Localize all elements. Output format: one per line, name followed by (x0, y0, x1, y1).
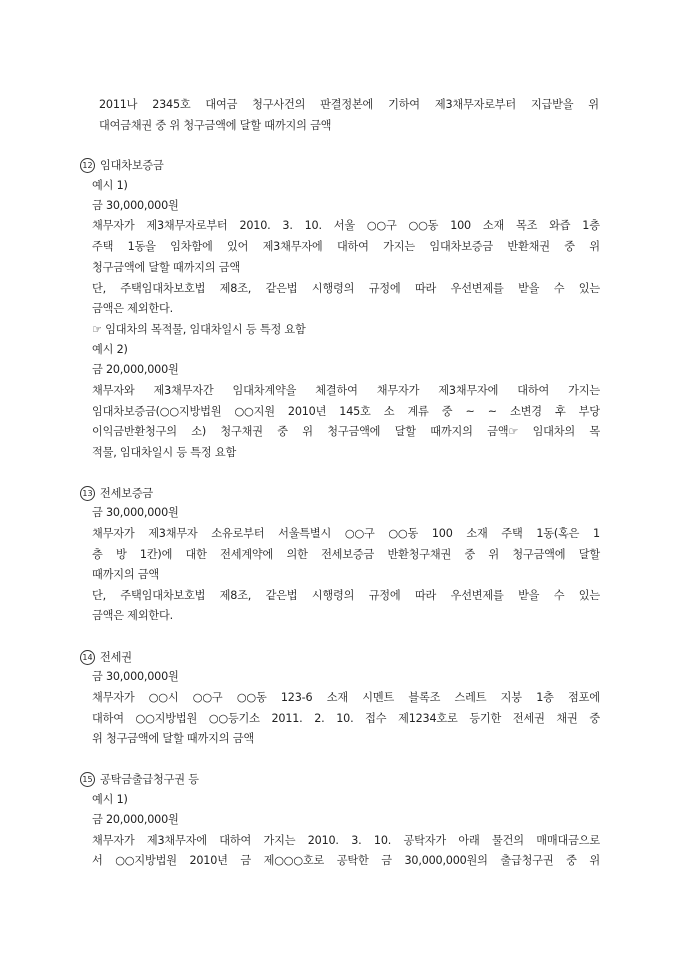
paragraph-line: 이익금반환청구의 소) 청구채권 중 위 청구금액에 달할 때까지의 금액☞ 임대차의 목 (92, 425, 600, 438)
paragraph-line: 대하여 ○○지방법원 ○○등기소 2011. 2. 10. 접수 제1234호로 등기한 전세권 채권 중 (92, 712, 600, 725)
example-label: 예시 2) (92, 343, 128, 356)
amount-line: 금 20,000,000원 (92, 363, 179, 376)
section-number-badge: 12 (80, 158, 95, 173)
paragraph-line: 채무자가 제3채무자에 대하여 가지는 2010. 3. 10. 공탁자가 아래 물건의 매매대금으로 (92, 834, 600, 847)
note-line: ☞ 임대차의 목적물, 임대차일시 등 특정 요함 (92, 323, 306, 336)
intro-line-2: 대여금채권 중 위 청구금액에 달할 때까지의 금액 (99, 119, 332, 132)
paragraph-line: 금액은 제외한다. (92, 302, 173, 315)
paragraph-line: 임대차보증금(○○지방법원 ○○지원 2010년 145호 소 계류 중 ~ ~ 소변경 후 부당 (92, 405, 600, 418)
paragraph-line: 위 청구금액에 달할 때까지의 금액 (92, 732, 254, 745)
section-12-heading (80, 158, 164, 174)
example-label: 예시 1) (92, 793, 128, 806)
section-title: 전세권 (100, 651, 132, 664)
section-number-badge: 15 (80, 772, 95, 787)
paragraph-line: 청구금액에 달할 때까지의 금액 (92, 261, 240, 274)
amount-line: 금 20,000,000원 (92, 813, 179, 826)
amount-line: 금 30,000,000원 (92, 506, 179, 519)
paragraph-line: 단, 주택임대차보호법 제8조, 같은법 시행령의 규정에 따라 우선변제를 받을 수 있는 (92, 282, 600, 295)
paragraph-line: 서 ○○지방법원 2010년 금 제○○○호로 공탁한 금 30,000,000원의 출급청구권 중 위 (92, 854, 600, 867)
paragraph-line: 채무자가 제3채무자 소유로부터 서울특별시 ○○구 ○○동 100 소재 주택 1동(혹은 1 (92, 527, 600, 540)
paragraph-line: 층 방 1칸)에 대한 전세계약에 의한 전세보증금 반환청구채권 중 위 청구금액에 달할 (92, 548, 600, 561)
paragraph-line: 주택 1동을 임차함에 있어 제3채무자에 대하여 가지는 임대차보증금 반환채권 중 위 (92, 240, 600, 253)
paragraph-line: 채무자와 제3채무자간 임대차계약을 체결하여 채무자가 제3채무자에 대하여 가지는 (92, 384, 600, 397)
example-label: 예시 1) (92, 179, 128, 192)
paragraph-line: 채무자가 제3채무자로부터 2010. 3. 10. 서울 ○○구 ○○동 100 소재 목조 와즙 1층 (92, 219, 600, 232)
paragraph-line: 때까지의 금액 (92, 568, 159, 581)
section-title: 공탁금출급청구권 등 (100, 773, 199, 786)
section-title: 전세보증금 (100, 487, 154, 500)
section-14-heading (80, 650, 132, 666)
intro-line-1: 2011나 2345호 대여금 청구사건의 판결정본에 기하여 제3채무자로부터 지급받을 위 (99, 98, 599, 111)
section-13-heading (80, 486, 153, 502)
paragraph-line: 단, 주택임대차보호법 제8조, 같은법 시행령의 규정에 따라 우선변제를 받을 수 있는 (92, 589, 600, 602)
section-title: 임대차보증금 (100, 159, 164, 172)
paragraph-line: 적물, 임대차일시 등 특정 요함 (92, 446, 237, 459)
paragraph-line: 채무자가 ○○시 ○○구 ○○동 123-6 소재 시멘트 블록조 스레트 지붕 1층 점포에 (92, 691, 600, 704)
section-number-badge: 13 (80, 486, 95, 501)
section-15-heading (80, 772, 199, 788)
amount-line: 금 30,000,000원 (92, 199, 179, 212)
amount-line: 금 30,000,000원 (92, 670, 179, 683)
paragraph-line: 금액은 제외한다. (92, 609, 173, 622)
section-number-badge: 14 (80, 650, 95, 665)
